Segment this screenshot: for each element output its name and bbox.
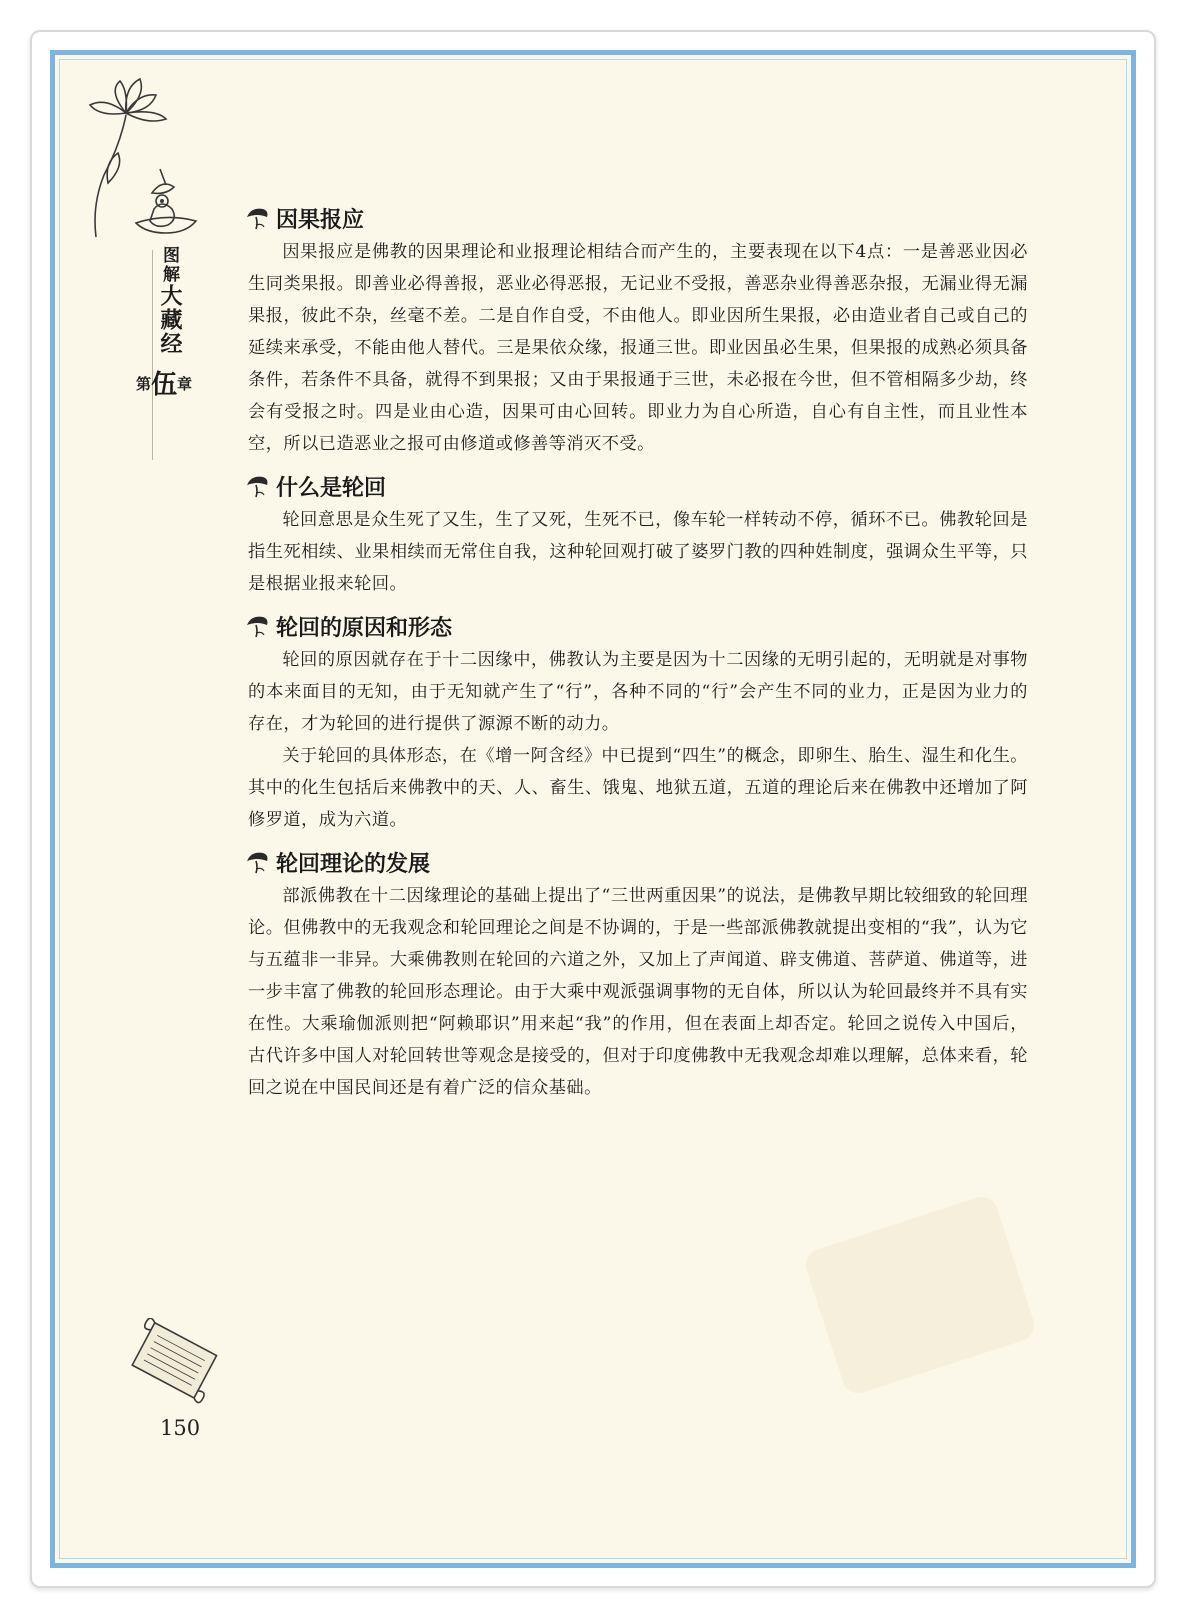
section-causes-and-forms xyxy=(248,608,1028,836)
paragraph: 关于轮回的具体形态，在《增一阿含经》中已提到“四生”的概念，即卵生、胎生、湿生和化生。其中的化生包括后来佛教中的天、人、畜生、饿鬼、地狱五道，五道的理论后来在佛教中还增加了阿修罗道，成为六道。 xyxy=(248,746,1028,830)
section-heading xyxy=(248,468,1028,504)
chapter-sidebar xyxy=(135,246,200,401)
lotus-illustration-icon xyxy=(66,73,206,243)
flower-bullet-icon xyxy=(242,471,272,501)
chapter-number: 伍 xyxy=(150,370,177,400)
sutra-scroll-icon xyxy=(116,1318,236,1418)
chapter-suffix: 章 xyxy=(177,375,193,393)
flower-bullet-icon xyxy=(242,203,272,233)
flower-bullet-icon xyxy=(242,611,272,641)
section-what-is-samsara xyxy=(248,468,1028,600)
series-title-bottom: 大藏经 xyxy=(157,284,182,356)
section-theory-development xyxy=(248,844,1028,1104)
chapter-label xyxy=(128,364,200,401)
section-karma-retribution xyxy=(248,200,1028,460)
section-heading xyxy=(248,608,1028,644)
paragraph: 轮回意思是众生死了又生，生了又死，生死不已，像车轮一样转动不停，循环不已。佛教轮回是指生死相续、业果相续而无常住自我，这种轮回观打破了婆罗门教的四种姓制度，强调众生平等，只是根据业报来轮回。 xyxy=(248,510,1028,594)
paragraph: 部派佛教在十二因缘理论的基础上提出了“三世两重因果”的说法，是佛教早期比较细致的轮回理论。但佛教中的无我观念和轮回理论之间是不协调的，于是一些部派佛教就提出变相的“我”，认为它与五蕴非一非异。大乘佛教则在轮回的六道之外，又加上了声闻道、辟支佛道、菩萨道、佛道等，进一步丰富了佛教的轮回形态理论。由于大乘中观派强调事物的无自体，所以认为轮回最终并不具有实在性。大乘瑜伽派则把“阿赖耶识”用来起“我”的作用，但在表面上却否定。轮回之说传入中国后，古代许多中国人对轮回转世等观念是接受的，但对于印度佛教中无我观念却难以理解，总体来看，轮回之说在中国民间还是有着广泛的信众基础。 xyxy=(248,886,1028,1098)
chapter-prefix: 第 xyxy=(135,375,151,393)
section-heading-text: 什么是轮回 xyxy=(276,475,387,501)
paragraph: 轮回的原因就存在于十二因缘中，佛教认为主要是因为十二因缘的无明引起的，无明就是对事物的本来面目的无知，由于无知就产生了“行”，各种不同的“行”会产生不同的业力，正是因为业力的存在，才为轮回的进行提供了源源不断的动力。 xyxy=(248,650,1028,734)
series-title-top: 图解 xyxy=(159,246,179,284)
main-content xyxy=(248,200,1028,1104)
section-heading xyxy=(248,200,1028,236)
section-heading-text: 轮回的原因和形态 xyxy=(276,615,453,641)
section-heading xyxy=(248,844,1028,880)
watermark-stamp-icon xyxy=(790,1180,1050,1410)
section-heading-text: 因果报应 xyxy=(276,207,365,233)
series-title xyxy=(158,246,180,356)
page-number: 150 xyxy=(160,1416,201,1440)
paragraph: 因果报应是佛教的因果理论和业报理论相结合而产生的，主要表现在以下4点：一是善恶业因必生同类果报。即善业必得善报，恶业必得恶报，无记业不受报，善恶杂业得善恶杂报，无漏业得无漏果报，彼此不杂，丝毫不差。二是自作自受，不由他人。即业因所生果报，必由造业者自己或自己的延续来承受，不能由他人替代。三是果依众缘，报通三世。即业因虽必生果，但果报的成熟必须具备条件，若条件不具备，就得不到果报；又由于果报通于三世，未必报在今世，但不管相隔多少劫，终会有受报之时。四是业由心造，因果可由心回转。即业力为自心所造，自心有自主性，而且业性本空，所以已造恶业之报可由修道或修善等消灭不受。 xyxy=(248,242,1028,454)
section-heading-text: 轮回理论的发展 xyxy=(276,851,431,877)
flower-bullet-icon xyxy=(242,847,272,877)
